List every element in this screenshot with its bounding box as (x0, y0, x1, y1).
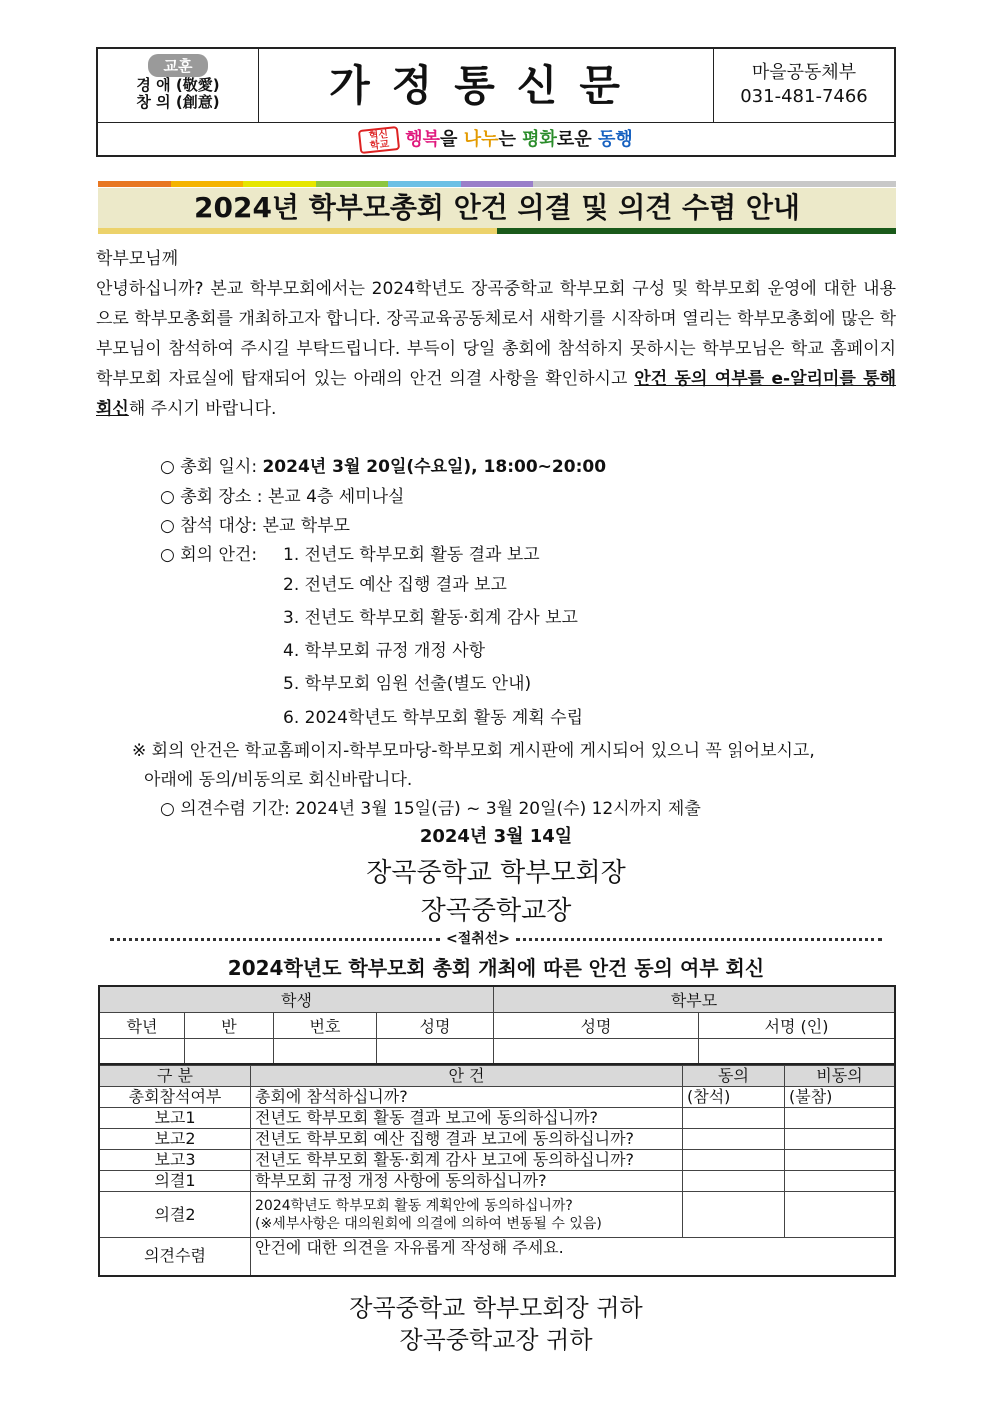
disagree-cell[interactable] (785, 1171, 896, 1192)
row-question: 전년도 학부모회 예산 집행 결과 보고에 동의하십니까? (251, 1129, 683, 1150)
innovation-school-stamp-icon: 혁신 학교 (358, 126, 400, 154)
issue-date: 2024년 3월 14일 (419, 826, 573, 847)
signature-field[interactable] (699, 1038, 896, 1064)
motto-tag: 교훈 (148, 54, 209, 77)
table-row (99, 1108, 895, 1129)
class-field[interactable] (185, 1038, 274, 1064)
agenda-vote-table (98, 1065, 896, 1277)
agenda-item: 1. 전년도 학부모회 활동 결과 보고 (283, 545, 540, 565)
signature-parent-president: 장곡중학교 학부모회장 (366, 858, 626, 888)
slogan-word-1: 행복 (405, 129, 441, 150)
meeting-target: ○ 참석 대상: 본교 학부모 (160, 516, 350, 536)
header-box (96, 47, 896, 157)
table-row (99, 1129, 895, 1150)
department-phone: 031-481-7466 (740, 86, 868, 107)
slogan-word-2: 을 (440, 129, 464, 150)
agenda-label: ○ 회의 안건: (160, 545, 258, 565)
row-question: 2024학년도 학부모회 활동 계획안에 동의하십니까? (※세부사항은 대의원회에 의결에 의하여 변동될 수 있음) (251, 1192, 683, 1238)
document-title: 2024년 학부모총회 안건 의결 및 의견 수렴 안내 (98, 188, 896, 228)
disagree-cell[interactable] (785, 1108, 896, 1129)
motto-line-2: 창 의 (創意) (136, 93, 220, 111)
agenda-item: 6. 2024학년도 학부모회 활동 계획 수립 (283, 708, 583, 728)
student-name-header: 성명 (377, 1012, 494, 1038)
agree-cell[interactable] (683, 1108, 785, 1129)
feedback-period: ○ 의견수렴 기간: 2024년 3월 15일(금) ~ 3월 20일(수) 12시까지 제출 (160, 799, 701, 819)
row-question: 학부모회 규정 개정 사항에 동의하십니까? (251, 1171, 683, 1192)
slogan-word-5: 평화 (522, 129, 557, 150)
row-category: 의견수렴 (99, 1238, 251, 1276)
row-category: 보고2 (99, 1129, 251, 1150)
cut-line-label: <절취선> (445, 931, 511, 947)
header-top-row (98, 49, 894, 123)
agree-cell[interactable] (683, 1150, 785, 1171)
grade-header: 학년 (99, 1012, 185, 1038)
signature-principal: 장곡중학교장 (420, 896, 572, 926)
slogan-word-4: 는 (498, 129, 523, 150)
cut-line-right (516, 938, 882, 941)
row-category: 의결2 (99, 1192, 251, 1238)
disagree-cell[interactable]: (불참) (785, 1087, 896, 1108)
agree-cell[interactable] (683, 1171, 785, 1192)
department-info (713, 49, 894, 122)
signature-header: 서명 (인) (699, 1012, 896, 1038)
parent-header: 학부모 (494, 986, 896, 1012)
disagree-header: 비동의 (785, 1066, 896, 1087)
row-category: 의결1 (99, 1171, 251, 1192)
opinion-field[interactable]: 안건에 대한 의견을 자유롭게 작성해 주세요. (251, 1238, 896, 1276)
department-name: 마을공동체부 (751, 62, 857, 83)
agenda-item: 3. 전년도 학부모회 활동·회계 감사 보고 (283, 608, 578, 628)
slogan-word-6: 로운 (556, 129, 598, 150)
agree-cell[interactable]: (참석) (683, 1087, 785, 1108)
motto-line-1: 경 애 (敬愛) (136, 76, 220, 94)
table-row (99, 1192, 895, 1238)
meeting-place: ○ 총회 장소 : 본교 4층 세미나실 (160, 487, 405, 507)
number-header: 번호 (274, 1012, 377, 1038)
greeting: 학부모님께 (96, 249, 179, 269)
school-motto (98, 49, 259, 122)
footer-recipient-2: 장곡중학교장 귀하 (399, 1326, 593, 1354)
newsletter-title: 가정통신문 (329, 61, 642, 110)
student-header: 학생 (99, 986, 494, 1012)
parent-name-field[interactable] (494, 1038, 699, 1064)
reply-form-title: 2024학년도 학부모회 총회 개최에 따른 안건 동의 여부 회신 (227, 956, 765, 980)
table-row (99, 1150, 895, 1171)
footer-recipient-1: 장곡중학교 학부모회장 귀하 (349, 1294, 643, 1322)
grade-field[interactable] (99, 1038, 185, 1064)
row-category: 총회참석여부 (99, 1087, 251, 1108)
disagree-cell[interactable] (785, 1192, 896, 1238)
table-row (99, 1238, 895, 1276)
slogan-word-7: 동행 (597, 129, 633, 150)
row-question: 전년도 학부모회 활동 결과 보고에 동의하십니까? (251, 1108, 683, 1129)
student-name-field[interactable] (377, 1038, 494, 1064)
parent-name-header: 성명 (494, 1012, 699, 1038)
row-category: 보고3 (99, 1150, 251, 1171)
agenda-item: 2. 전년도 예산 집행 결과 보고 (283, 575, 507, 595)
agree-cell[interactable] (683, 1129, 785, 1150)
body-paragraph: 안녕하십니까? 본교 학부모회에서는 2024학년도 장곡중학교 학부모회 구성 및 학부모회 운영에 대한 내용으로 학부모총회를 개최하고자 합니다. 장곡교육공동체로서 새학기를 시작하며 열리는 학부모총회에 많은 학부모님이 참석하여 주시길 부탁드립니다. 부득이 당일 총회에 참석하지 못하시는 학부모님은 학교 홈페이지 학부모회 자료실에 탑재되어 있는 아래의 안건 의결 사항을 확인하시고 안건 동의 여부를 e-알리미를 통해 회신해 주시기 바랍니다. (96, 279, 897, 419)
cut-line-left (110, 938, 440, 941)
agenda-item: 5. 학부모회 임원 선출(별도 안내) (283, 674, 532, 694)
title-underline-bar (98, 228, 896, 234)
identity-table (98, 985, 896, 1065)
disagree-cell[interactable] (785, 1150, 896, 1171)
school-slogan (98, 123, 894, 157)
note-line-2: 아래에 동의/비동의로 회신바랍니다. (144, 770, 413, 790)
row-question: 전년도 학부모회 활동·회계 감사 보고에 동의하십니까? (251, 1150, 683, 1171)
table-row (99, 1087, 895, 1108)
number-field[interactable] (274, 1038, 377, 1064)
row-question: 총회에 참석하십니까? (251, 1087, 683, 1108)
row-category: 보고1 (99, 1108, 251, 1129)
color-stripe-bar (98, 181, 896, 187)
category-header: 구 분 (99, 1066, 251, 1087)
meeting-date: ○ 총회 일시: 2024년 3월 20일(수요일), 18:00~20:00 (160, 457, 607, 477)
agenda-item: 4. 학부모회 규정 개정 사항 (283, 641, 486, 661)
note-line-1: ※ 회의 안건은 학교홈페이지-학부모마당-학부모회 게시판에 게시되어 있으니 꼭 읽어보시고, (132, 741, 815, 761)
agree-header: 동의 (683, 1066, 785, 1087)
slogan-word-3: 나누 (463, 129, 499, 150)
disagree-cell[interactable] (785, 1129, 896, 1150)
class-header: 반 (185, 1012, 274, 1038)
reply-instruction: 안건 동의 여부를 e-알리미를 통해 회신 (96, 369, 897, 419)
agenda-header: 안 건 (251, 1066, 683, 1087)
table-row (99, 1171, 895, 1192)
agree-cell[interactable] (683, 1192, 785, 1238)
